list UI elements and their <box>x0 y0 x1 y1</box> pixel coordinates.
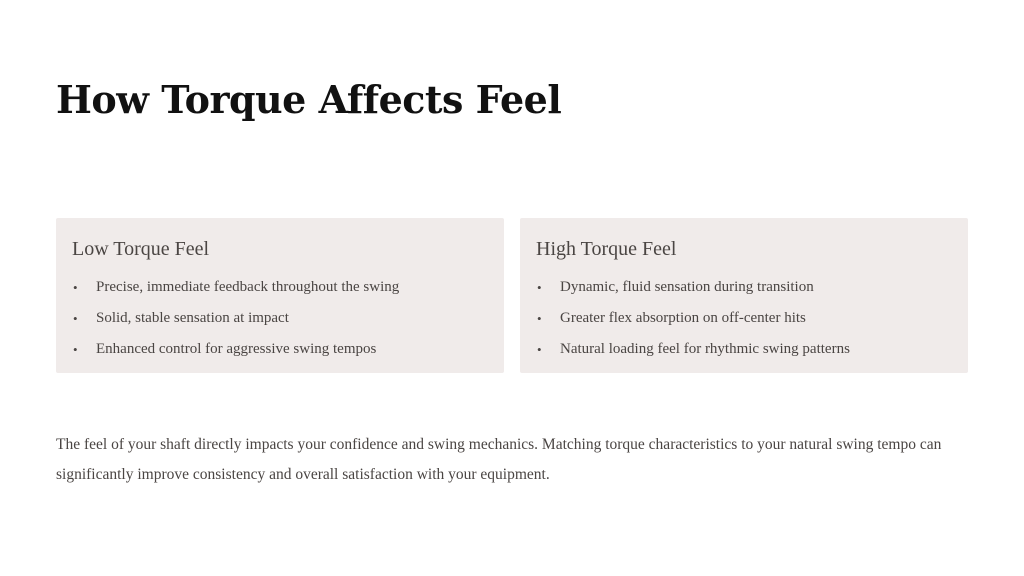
list-item-text: Dynamic, fluid sensation during transition <box>560 279 814 295</box>
list-item <box>72 334 488 365</box>
bullet-icon: • <box>73 342 78 357</box>
high-torque-heading: High Torque Feel <box>536 238 677 260</box>
list-item <box>536 272 952 303</box>
list-item-text: Solid, stable sensation at impact <box>96 310 289 326</box>
list-item <box>72 303 488 334</box>
list-item-text: Greater flex absorption on off-center hits <box>560 310 806 326</box>
low-torque-card <box>56 218 504 373</box>
bullet-icon: • <box>537 280 542 295</box>
low-torque-list <box>72 272 488 365</box>
list-item-text: Natural loading feel for rhythmic swing patterns <box>560 341 850 357</box>
high-torque-card <box>520 218 968 373</box>
bullet-icon: • <box>537 342 542 357</box>
low-torque-heading: Low Torque Feel <box>72 238 210 260</box>
summary-paragraph: The feel of your shaft directly impacts your confidence and swing mechanics. Matching torque characteristics to your natural swing tempo can significantly improve consistency and overall satisfaction with your equipment. <box>56 436 942 483</box>
bullet-icon: • <box>73 311 78 326</box>
high-torque-list <box>536 272 952 365</box>
bullet-icon: • <box>73 280 78 295</box>
list-item <box>536 303 952 334</box>
list-item-text: Enhanced control for aggressive swing tempos <box>96 341 377 357</box>
bullet-icon: • <box>537 311 542 326</box>
slide-title: How Torque Affects Feel <box>56 77 562 122</box>
list-item <box>72 272 488 303</box>
list-item <box>536 334 952 365</box>
list-item-text: Precise, immediate feedback throughout the swing <box>96 279 400 295</box>
